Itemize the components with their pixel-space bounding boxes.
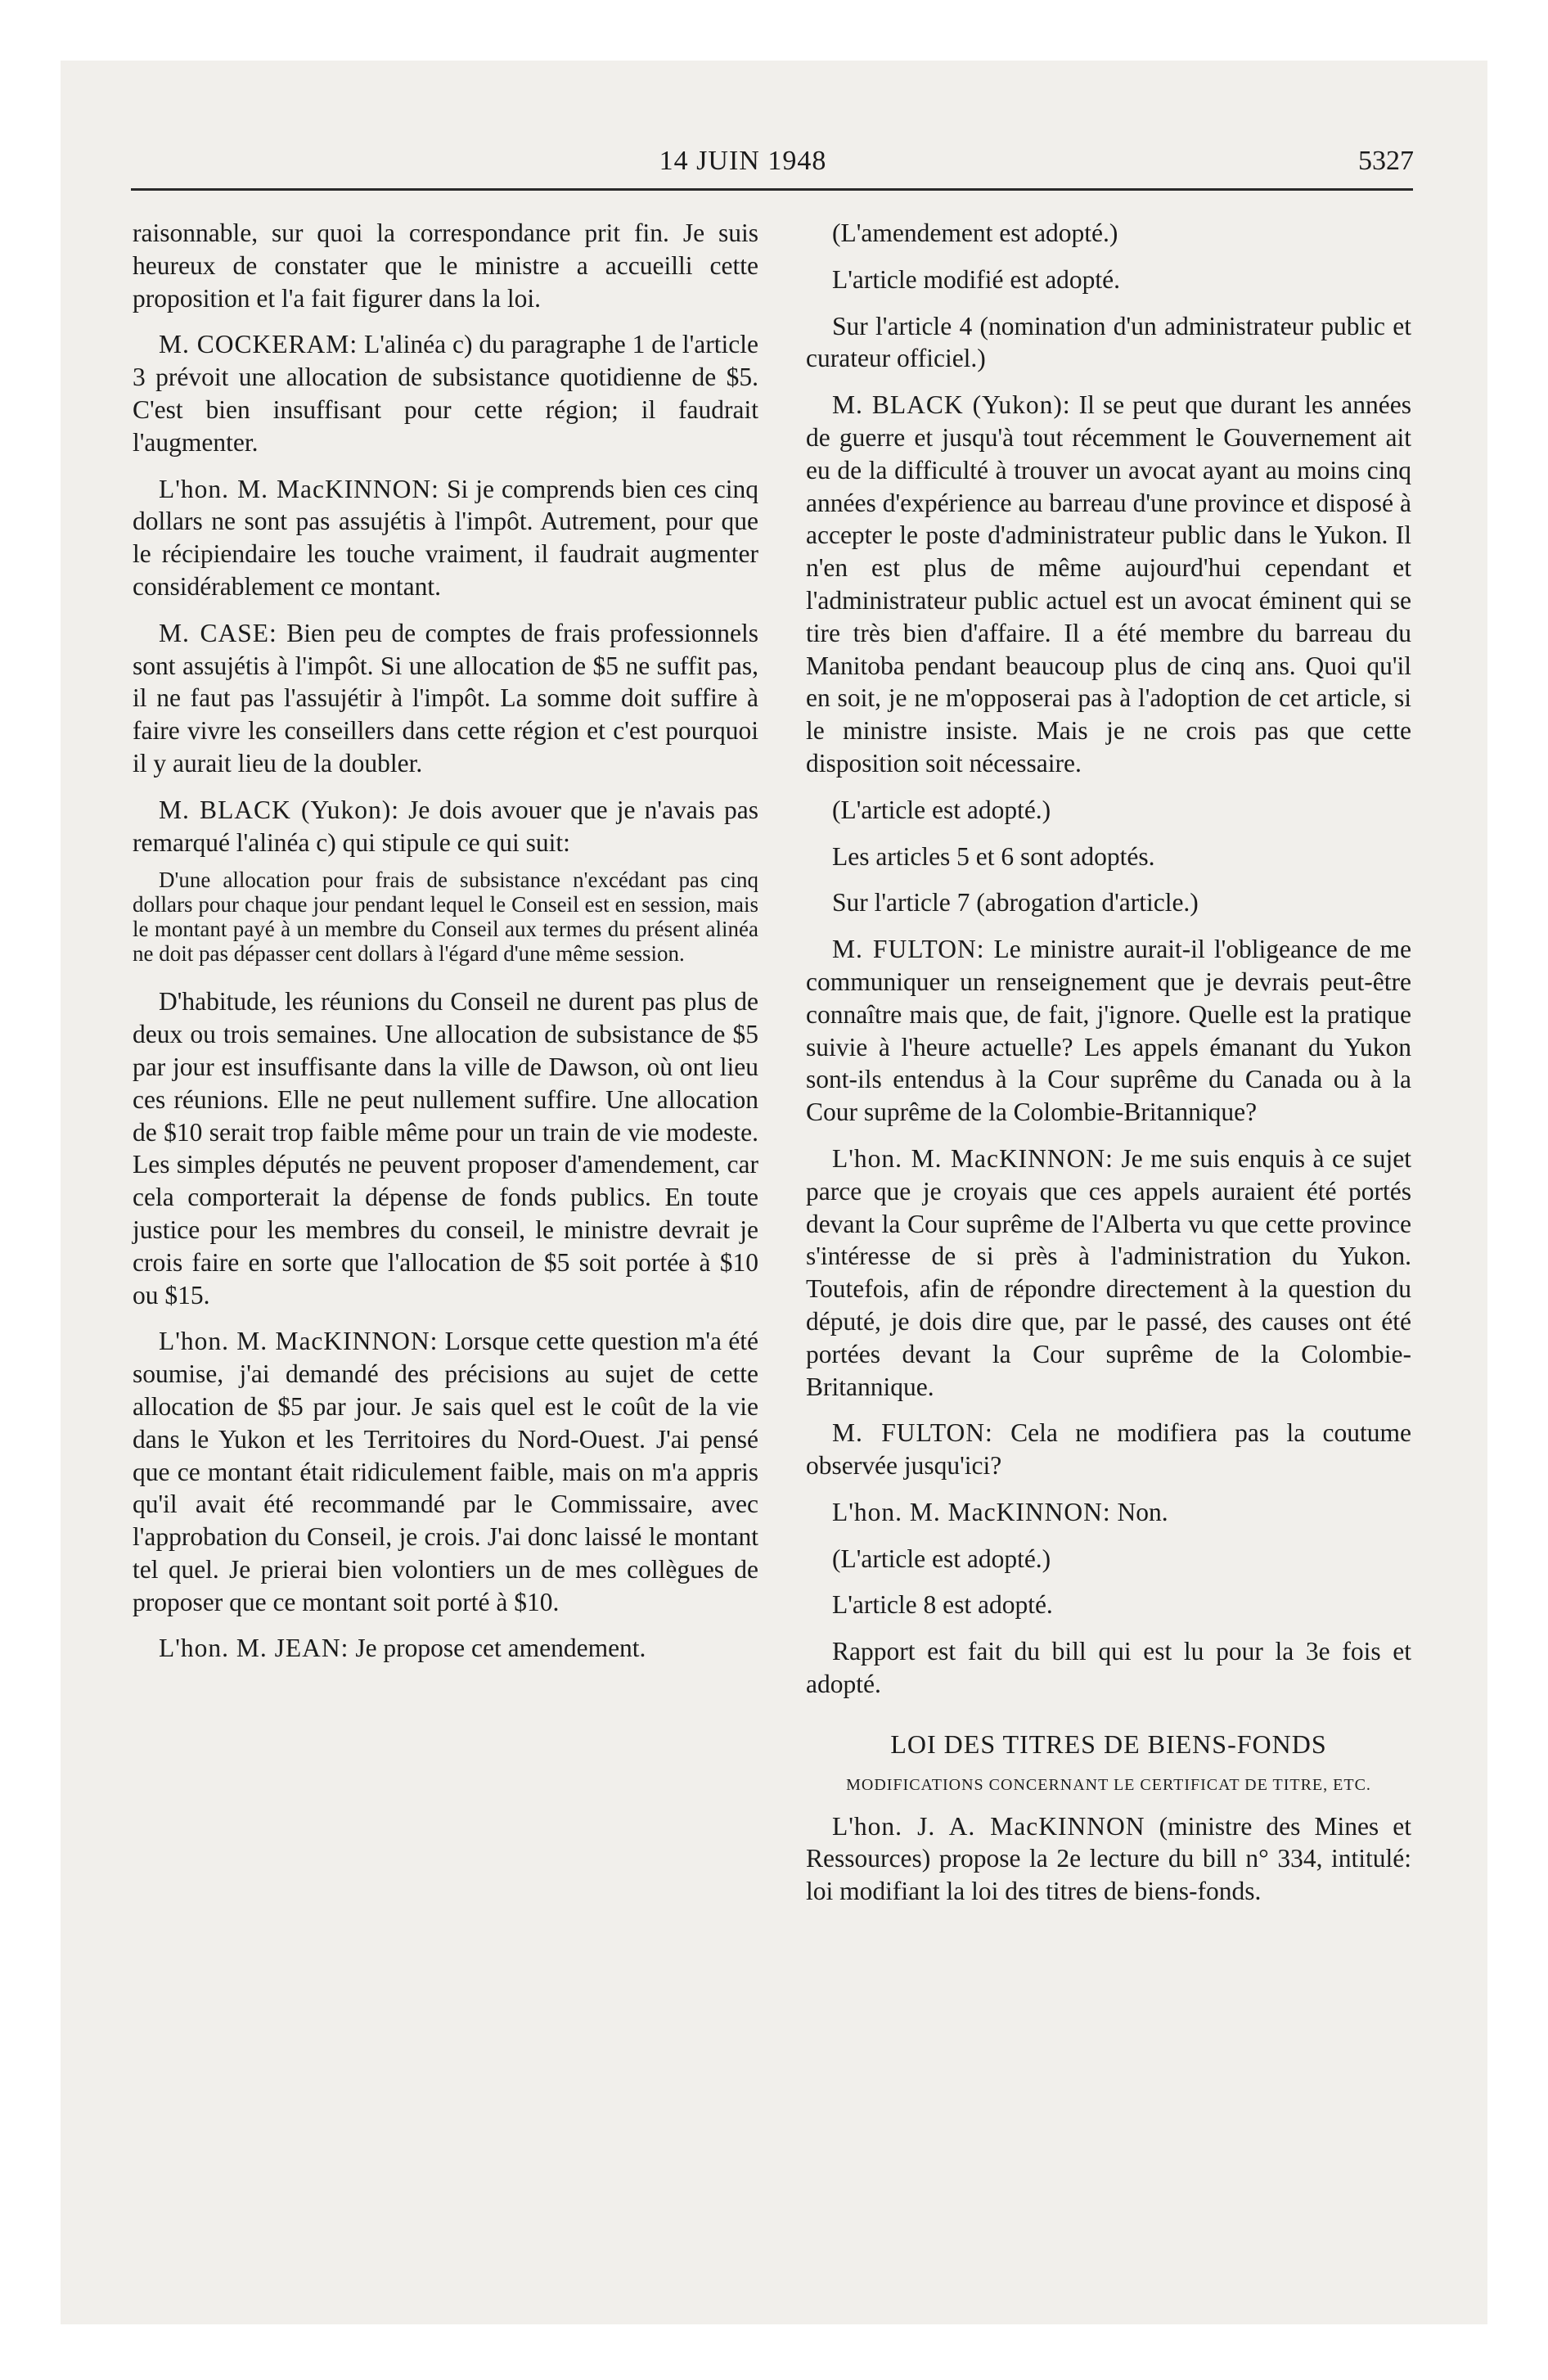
paragraph-text: Je me suis enquis à ce sujet parce que je croyais que ces appels auraient été portés devant la Cour suprême de l'Alberta vu que cette province s'intéresse de si près à l'administration du Yukon. Toutefois, afin de répondre directement à la question du député, je dois dire que, par le passé, des causes ont été portées devant la Cour suprême de la Colombie-Britannique. [806,1143,1411,1401]
header-rule [131,188,1413,191]
speaker-name: M. FULTON: [832,935,985,964]
page-number: 5327 [1358,146,1414,176]
paragraph-text: L'alinéa c) du paragraphe 1 de l'article 3 prévoit une allocation de subsistance quotidienne de $5. C'est bien insuffisant pour cette région; il faudrait l'augmenter. [133,330,758,457]
paragraph [133,617,758,780]
paragraph: L'article 8 est adopté. [832,1590,1053,1620]
header-date: 14 JUIN 1948 [659,146,827,176]
paragraph [806,1496,1411,1529]
speaker-name: M. COCKERAM: [159,330,358,359]
paragraph: (L'article est adopté.) [832,795,1051,824]
paragraph: Sur l'article 7 (abrogation d'article.) [832,888,1199,917]
paragraph: Sur l'article 4 (nomination d'un administrateur public et curateur officiel.) [806,311,1411,373]
paragraph [133,473,758,603]
paragraph-text: D'habitude, les réunions du Conseil ne durent pas plus de deux ou trois semaines. Une allocation de subsistance de $5 par jour est insuffisante dans la ville de Dawson, où ont lieu ces réunions. Elle ne peut nullement suffire. Une allocation de $10 serait trop faible même pour un train de vie modeste. Les simples députés ne peuvent proposer d'amendement, car cela comporterait la dépense de fonds publics. En toute justice pour les membres du conseil, le ministre devrait je crois faire en sorte que l'allocation de $5 soit portée à $10 ou $15. [133,987,758,1309]
speaker-name: L'hon. J. A. MacKINNON [832,1811,1145,1841]
paragraph [133,794,758,859]
paragraph-text: Si je comprends bien ces cinq dollars ne sont pas assujétis à l'impôt. Autrement, pour que le récipiendaire les touche vraiment, il faudrait augmenter considérablement ce montant. [133,474,758,601]
paragraph: (L'amendement est adopté.) [832,219,1118,247]
speaker-name: L'hon. M. MacKINNON: [832,1497,1111,1526]
paragraph [133,1325,758,1618]
speaker-name: M. CASE: [159,618,277,647]
paragraph [133,1632,758,1665]
paragraph [806,1417,1411,1482]
speaker-name: L'hon. M. JEAN: [159,1634,349,1663]
page-header [72,146,1414,187]
speaker-name: M. BLACK (Yukon): [832,390,1071,420]
paragraph-text: Non. [1117,1497,1168,1526]
paragraph-text: Il se peut que durant les années de guerre et jusqu'à tout récemment le Gouvernement ait eu de la difficulté à trouver un avocat ayant au moins cinq années d'expérience au barreau d'une province et disposé à accepter le poste d'administrateur public dans le Yukon. Il n'en est plus de même aujourd'hui cependant et l'administrateur public actuel est un avocat éminent qui se tire très bien d'affaire. Il a été membre du barreau du Manitoba pendant beaucoup plus de cinq ans. Quoi qu'il en soit, je ne m'opposerai pas à l'adoption de cet article, si le ministre insiste. Mais je ne crois pas que cette disposition soit nécessaire. [806,390,1411,778]
speaker-name: M. BLACK (Yukon): [159,795,399,824]
paragraph: Rapport est fait du bill qui est lu pour la 3e fois et adopté. [806,1637,1411,1699]
paragraph [133,328,758,458]
section-subheading: MODIFICATIONS CONCERNANT LE CERTIFICAT DE TITRE, ETC. [846,1775,1371,1794]
paragraph-text: Cela ne modifiera pas la coutume observée jusqu'ici? [806,1418,1412,1481]
quoted-clause: D'une allocation pour frais de subsistance n'excédant pas cinq dollars pour chaque jour pendant lequel le Conseil est en session, mais le montant payé à un membre du Conseil aux termes du présent alinéa ne doit pas dépasser cent dollars à l'égard d'une même session. [133,868,758,967]
paragraph [133,217,758,314]
paragraph-text: Lorsque cette question m'a été soumise, j'ai demandé des précisions au sujet de cette allocation de $5 par jour. Je sais quel est le coût de la vie dans le Yukon et les Territoires du Nord-Ouest. J'ai pensé que ce montant était ridiculement faible, mais on m'a appris qu'il avait été recommandé par le Commissaire, avec l'approbation du Conseil, je crois. J'ai donc laissé le montant tel quel. Je prierai bien volontiers un de mes collègues de proposer que ce montant soit porté à $10. [133,1327,758,1616]
paragraph-text: (ministre des Mines et Ressources) propose la 2e lecture du bill n° 334, intitulé: loi modifiant la loi des titres de biens-fonds. [806,1811,1412,1906]
speaker-name: M. FULTON: [832,1418,993,1448]
paragraph [806,389,1411,780]
section-heading: LOI DES TITRES DE BIENS-FONDS [890,1729,1327,1759]
paragraph-text: Bien peu de comptes de frais professionnels sont assujétis à l'impôt. Si une allocation de $5 ne suffit pas, il ne faut pas l'assujétir à l'impôt. La somme doit suffire à faire vivre les conseillers dans cette région et c'est pourquoi il y aurait lieu de la doubler. [133,618,758,778]
paragraph [806,1810,1411,1908]
paragraph: (L'article est adopté.) [832,1544,1051,1573]
speaker-name: L'hon. M. MacKINNON: [159,1327,439,1356]
paragraph [806,933,1411,1129]
paragraph: L'article modifié est adopté. [832,264,1121,294]
left-column [133,217,758,1679]
paragraph: Les articles 5 et 6 sont adoptés. [832,841,1155,871]
paragraph [806,1143,1411,1403]
paragraph-text: raisonnable, sur quoi la correspondance prit fin. Je suis heureux de constater que le ministre a accueilli cette proposition et l'a fait figurer dans la loi. [133,219,758,313]
paragraph-text: Je dois avouer que je n'avais pas remarqué l'alinéa c) qui stipule ce qui suit: [133,795,758,857]
speaker-name: L'hon. M. MacKINNON: [832,1143,1114,1173]
paragraph-text: Le ministre aurait-il l'obligeance de me communiquer un renseignement que je devrais peut-être connaître mais que, de fait, j'ignore. Quelle est la pratique suivie à l'heure actuelle? Les appels émanant du Yukon sont-ils entendus à la Cour suprême du Canada ou à la Cour suprême de la Colombie-Britannique? [806,935,1412,1127]
paragraph-text: Je propose cet amendement. [355,1634,646,1663]
right-column [806,217,1411,1922]
speaker-name: L'hon. M. MacKINNON: [159,474,439,503]
paragraph [133,985,758,1311]
